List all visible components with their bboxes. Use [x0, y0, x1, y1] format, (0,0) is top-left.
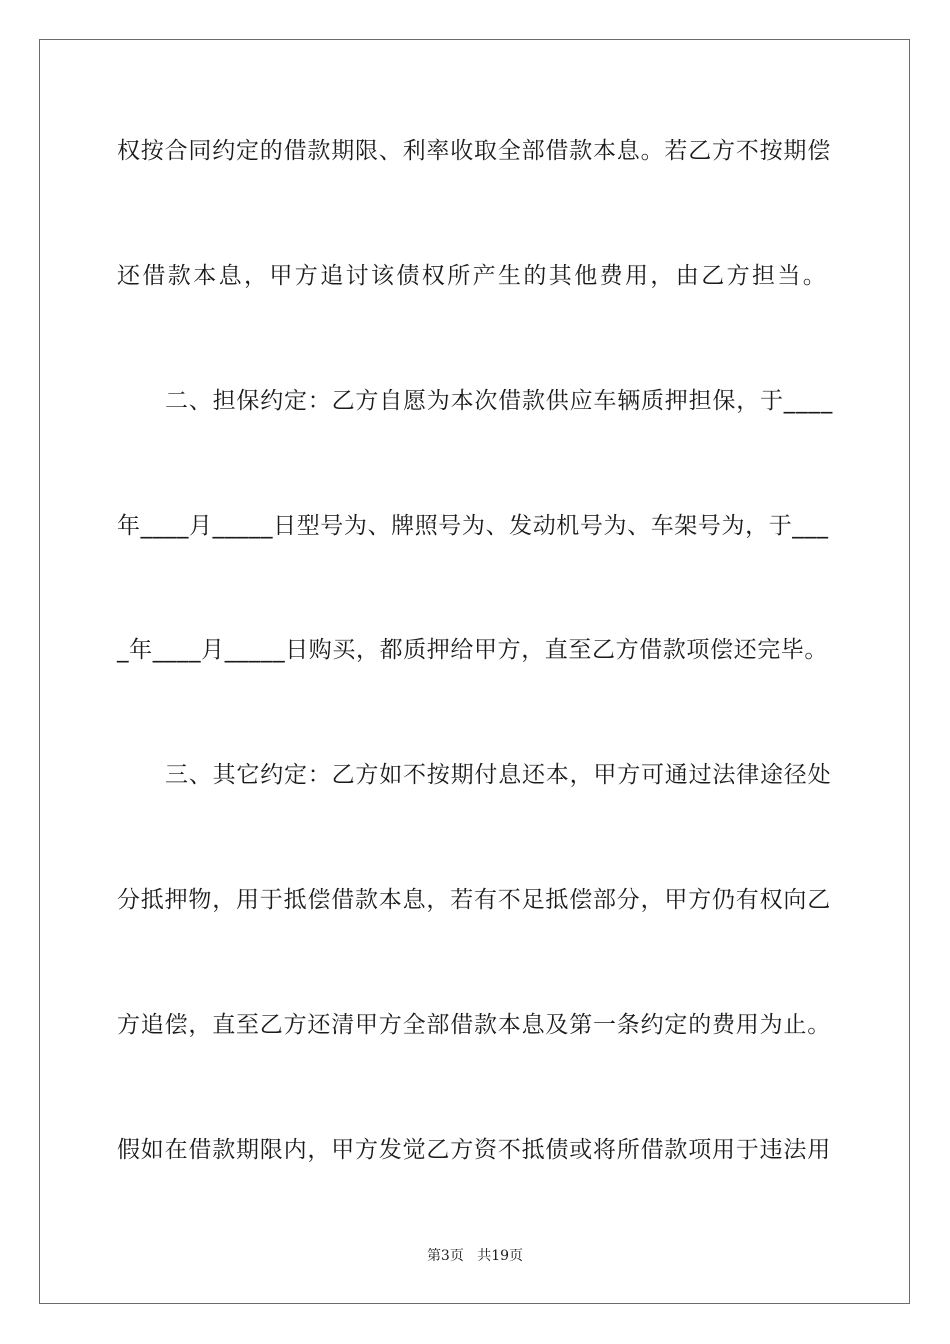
section-two-paragraph: 二、担保约定：乙方自愿为本次借款供应车辆质押担保，于____	[165, 388, 833, 414]
body-text-line: 方追偿，直至乙方还清甲方全部借款本息及第一条约定的费用为止。	[117, 1012, 831, 1038]
body-text-line: 权按合同约定的借款期限、利率收取全部借款本息。若乙方不按期偿	[117, 138, 831, 164]
total-pages: 共19页	[477, 1248, 524, 1264]
page-number: 第3页	[426, 1248, 464, 1264]
page-frame	[39, 39, 910, 1304]
page-footer	[0, 1247, 950, 1265]
body-text-line: 假如在借款期限内，甲方发觉乙方资不抵债或将所借款项用于违法用	[117, 1137, 831, 1163]
body-text-line: 分抵押物，用于抵偿借款本息，若有不足抵偿部分，甲方仍有权向乙	[117, 887, 831, 913]
body-text-line: 年____月_____日型号为、牌照号为、发动机号为、车架号为，于___	[117, 513, 829, 539]
body-text-line: 还借款本息，甲方追讨该债权所产生的其他费用，由乙方担当。	[117, 263, 829, 289]
section-three-paragraph: 三、其它约定：乙方如不按期付息还本，甲方可通过法律途径处	[165, 762, 832, 788]
body-text-line: _年____月_____日购买，都质押给甲方，直至乙方借款项偿还完毕。	[117, 637, 828, 663]
